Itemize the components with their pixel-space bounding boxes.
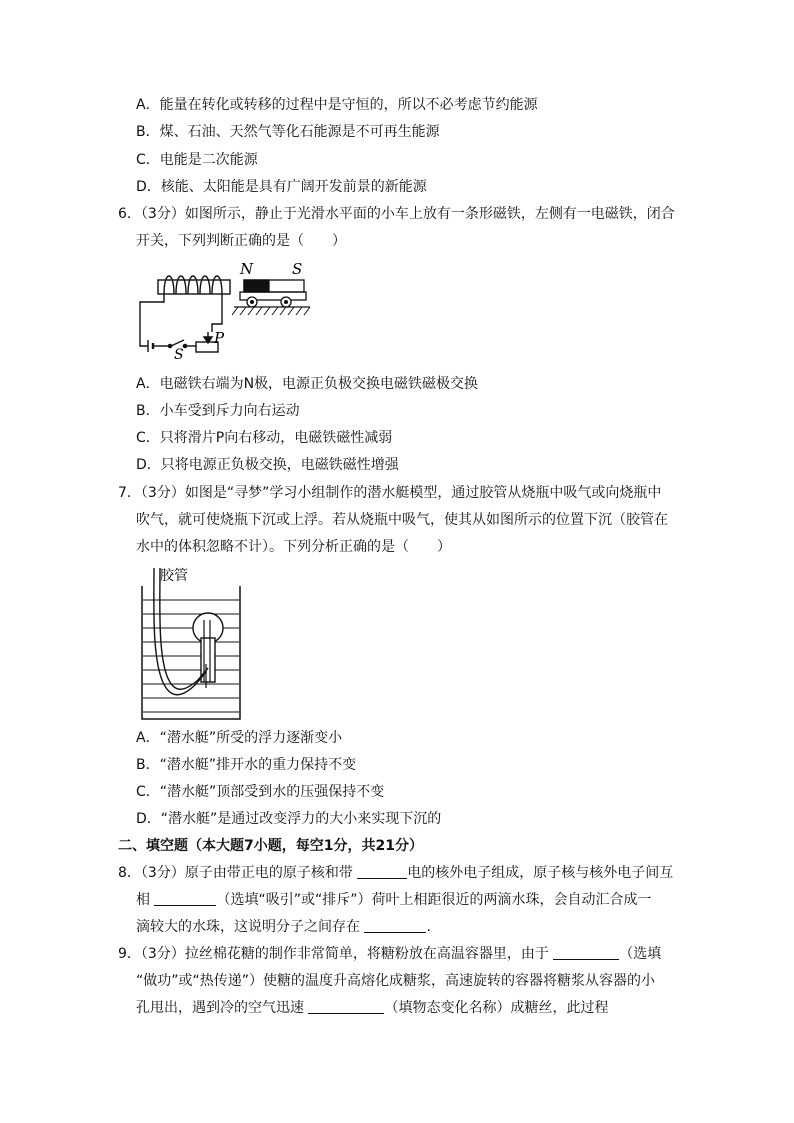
q8-line2-text-b: （选填“吸引”或“排斥”）荷叶上相距很近的两滴水珠，会自动汇合成一 <box>216 892 652 908</box>
q5-option-c: C．电能是二次能源 <box>136 152 258 168</box>
q9-line1-text-b: （选填 <box>619 946 662 962</box>
q8-line2-text-a: 相 <box>136 892 155 908</box>
q9-line3-text-b: （填物态变化名称）成糖丝，此过程 <box>384 1000 609 1016</box>
switch-label: S <box>174 347 184 363</box>
q9-blank-1[interactable] <box>553 945 619 960</box>
q8-line1-text-b: 电的核外电子组成，原子核与核外电子间互 <box>407 865 674 881</box>
q8-blank-1[interactable] <box>357 864 407 879</box>
magnet-north-label: N <box>240 260 254 278</box>
q9-line2: “做功”或“热传递”）使糖的温度升高熔化成糖浆，高速旋转的容器将糖浆从容器的小 <box>136 973 656 989</box>
q7-stem-line3: 水中的体积忽略不计）。下列分析正确的是（ ） <box>136 539 451 555</box>
q8-line1 <box>118 863 673 883</box>
q6-option-a: A．电磁铁右端为N极，电源正负极交换电磁铁磁极交换 <box>136 376 479 392</box>
q8-line1-text-a: 8．（3分）原子由带正电的原子核和带 <box>118 865 358 881</box>
q8-line2 <box>136 890 651 910</box>
q9-line3-text-a: 孔甩出，遇到冷的空气迅速 <box>136 1000 309 1016</box>
q5-option-b: B．煤、石油、天然气等化石能源是不可再生能源 <box>136 124 440 140</box>
q9-line1 <box>118 944 661 964</box>
q8-line3 <box>136 917 431 937</box>
q6-option-c: C．只将滑片P向右移动，电磁铁磁性减弱 <box>136 430 393 446</box>
q9-line3 <box>136 998 608 1018</box>
magnet-north-half <box>244 280 269 292</box>
q7-option-d: D．“潜水艇”是通过改变浮力的大小来实现下沉的 <box>136 811 442 827</box>
q5-option-a: A．能量在转化或转移的过程中是守恒的，所以不必考虑节约能源 <box>136 97 538 113</box>
q8-line3-text-a: 滴较大的水珠，这说明分子之间存在 <box>136 919 365 935</box>
q7-option-b: B．“潜水艇”排开水的重力保持不变 <box>136 757 357 773</box>
q9-blank-2[interactable] <box>308 999 384 1014</box>
slider-label: P <box>214 329 225 347</box>
section-2-title: 二、填空题（本大题7小题，每空1分，共21分） <box>118 838 423 854</box>
q7-stem-line1: 7．（3分）如图是“寻梦”学习小组制作的潜水艇模型，通过胶管从烧瓶中吸气或向烧瓶中 <box>118 485 662 501</box>
switch-blade <box>171 340 184 346</box>
q8-line3-text-b: . <box>426 919 431 935</box>
q7-stem-line2: 吹气，就可使烧瓶下沉或上浮。若从烧瓶中吸气，使其从如图所示的位置下沉（胶管在 <box>136 512 668 528</box>
electromagnet-core <box>158 280 230 294</box>
q7-option-c: C．“潜水艇”顶部受到水的压强保持不变 <box>136 784 385 800</box>
q8-blank-3[interactable] <box>364 918 426 933</box>
q8-blank-2[interactable] <box>154 891 216 906</box>
water-lines <box>143 600 239 712</box>
q9-line1-text-a: 9．（3分）拉丝棉花糖的制作非常简单，将糖粉放在高温容器里，由于 <box>118 946 554 962</box>
q6-stem-line1: 6．（3分）如图所示，静止于光滑水平面的小车上放有一条形磁铁，左侧有一电磁铁，闭合 <box>118 206 675 222</box>
q6-option-b: B．小车受到斥力向右运动 <box>136 403 300 419</box>
tube-label: 胶管 <box>160 568 188 584</box>
q6-cart-magnet-figure <box>232 258 312 320</box>
electromagnet-coil <box>164 276 222 294</box>
q5-option-d: D．核能、太阳能是具有广阔开发前景的新能源 <box>136 179 427 195</box>
q6-stem-line2: 开关，下列判断正确的是（ ） <box>136 233 346 249</box>
q7-option-a: A．“潜水艇”所受的浮力逐渐变小 <box>136 730 343 746</box>
q7-submarine-figure <box>140 564 244 722</box>
q6-option-d: D．只将电源正负极交换，电磁铁磁性增强 <box>136 457 399 473</box>
magnet-south-label: S <box>292 260 303 278</box>
